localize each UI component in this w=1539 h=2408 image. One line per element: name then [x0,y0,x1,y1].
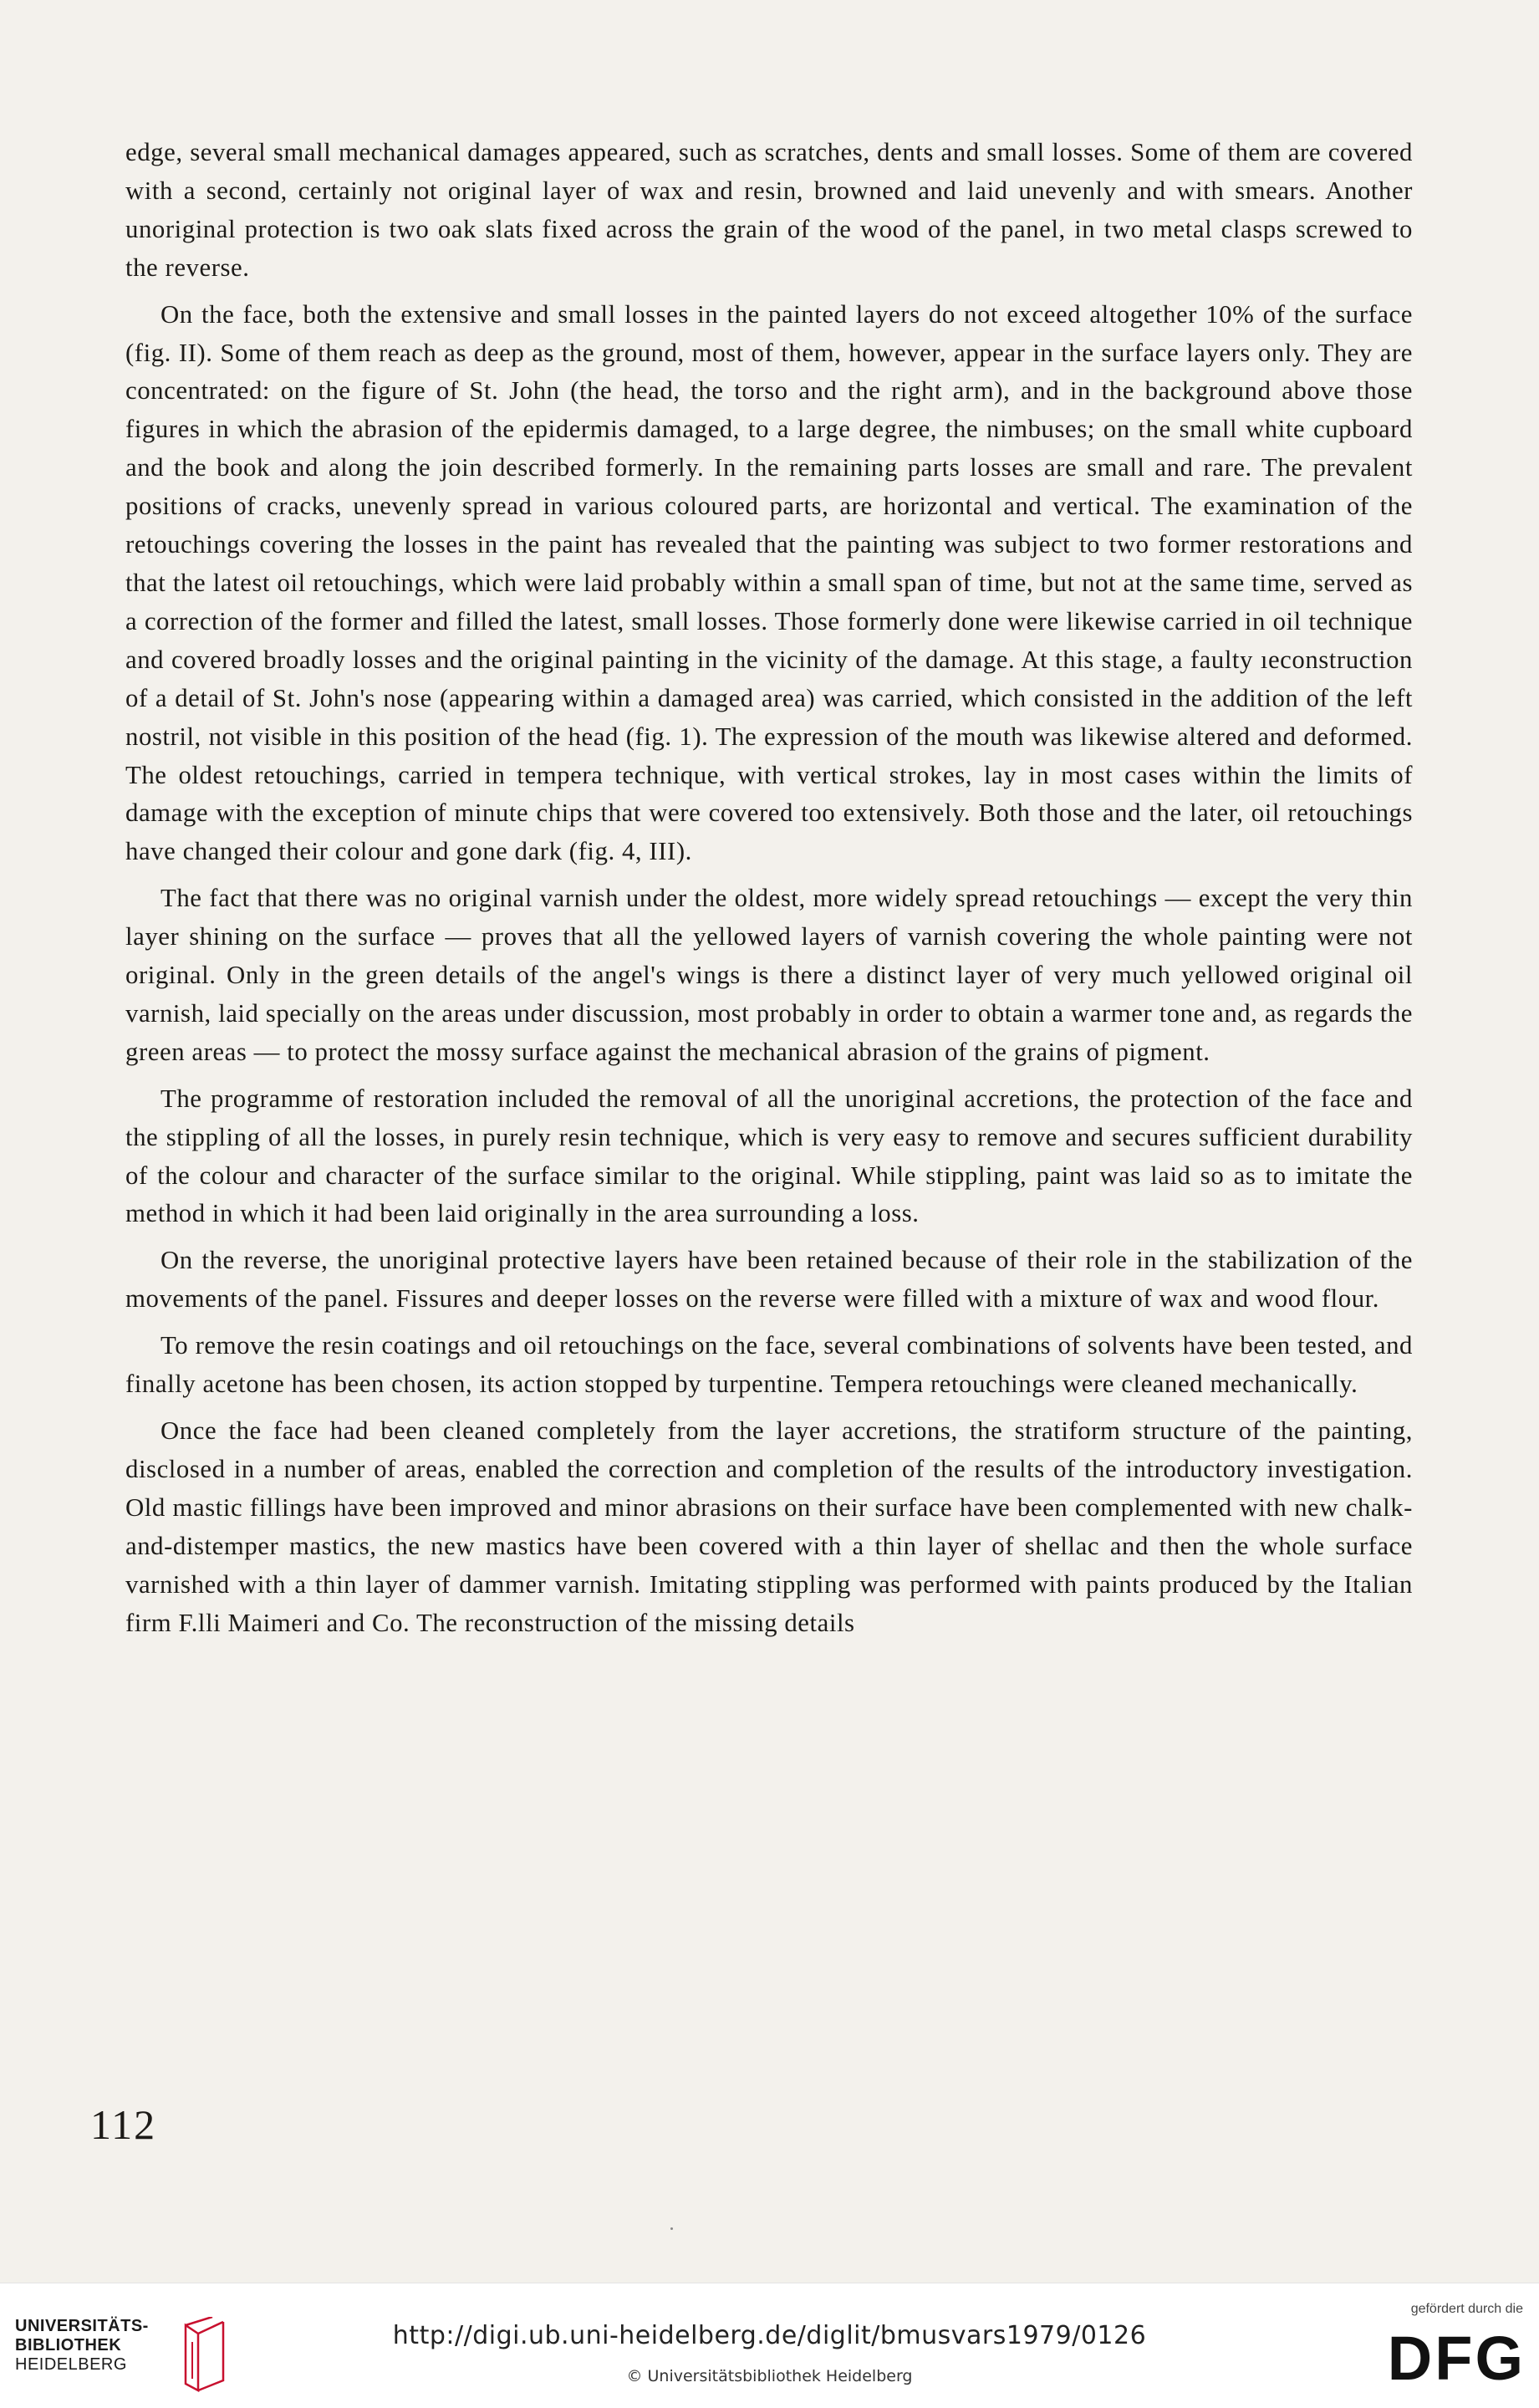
paragraph-5: On the reverse, the unoriginal protective layers have been retained because of their role in the stabilization of the movements of the panel. Fissures and deeper losses on the reverse were filled with a mixture of wax and wood flour. [125,1246,1413,1314]
paragraph-7: Once the face had been cleaned completely from the layer accretions, the stratiform structure of the painting, disclosed in a number of areas, enabled the correction and completion of the results of the introductory investigation. Old mastic fillings have been improved and minor abrasions on their surface have been complemented with new chalk-and-distemper mastics, the new mastics have been covered with a thin layer of shellac and then the whole surface varnished with a thin layer of dammer varnish. Imitating stippling was performed with paints produced by the Italian firm F.lli Maimeri and Co. The reconstruction of the missing details [125,1416,1413,1637]
copyright-notice: © Universitätsbibliothek Heidelberg [626,2367,913,2385]
digitization-footer [0,2283,1539,2408]
page-number: 112 [90,2101,157,2148]
scan-speck [670,2227,673,2230]
dfg-logo: DFG [1387,2324,1526,2393]
funding-note: gefördert durch die [1410,2302,1523,2316]
permalink[interactable]: http://digi.ub.uni-heidelberg.de/diglit/bmusvars1979/0126 [392,2321,1147,2350]
library-name-line3: HEIDELBERG [15,2355,127,2374]
paragraph-6: To remove the resin coatings and oil retouchings on the face, several combinations of solvents have been tested, and finally acetone has been chosen, its action stopped by turpentine. Tempera retouchings were cleaned mechanically. [125,1331,1413,1399]
paragraph-1: edge, several small mechanical damages appeared, such as scratches, dents and small losses. Some of them are covered with a second, certainly not original layer of wax and resin, browned and laid unevenly and with smears. Another unoriginal protection is two oak slats fixed across the grain of the wood of the panel, in two metal clasps screwed to the reverse. [125,138,1413,282]
library-name-line2: BIBLIOTHEK [15,2336,122,2354]
body-text [125,134,1413,1650]
paragraph-2: On the face, both the extensive and small losses in the painted layers do not exceed altogether 10% of the surface (fig. II). Some of them reach as deep as the ground, most of them, however, appear in the surface layers only. They are concentrated: on the figure of St. John (the head, the torso and the right arm), and in the background above those figures in which the abrasion of the epidermis damaged, to a large degree, the nimbuses; on the small white cupboard and the book and along the join described formerly. In the remaining parts losses are small and rare. The prevalent positions of cracks, unevenly spread in various coloured parts, are horizontal and vertical. The examination of the retouchings covering the losses in the paint has revealed that the painting was subject to two former restorations and that the latest oil retouchings, which were laid probably within a small span of time, but not at the same time, served as a correction of the former and filled the latest, small losses. Those formerly done were likewise carried in oil technique and covered broadly losses and the original painting in the vicinity of the damage. At this stage, a faulty ıeconstruction of a detail of St. John's nose (appearing within a damaged area) was carried, which consisted in the addition of the left nostril, not visible in this position of the head (fig. 1). The expression of the mouth was likewise altered and deformed. The oldest retouchings, carried in tempera technique, with vertical strokes, lay in most cases within the limits of damage with the exception of minute chips that were covered too extensively. Both those and the later, oil retouchings have changed their colour and gone dark (fig. 4, III). [125,299,1413,866]
paragraph-4: The programme of restoration included the removal of all the unoriginal accretions, the protection of the face and the stippling of all the losses, in purely resin technique, which is very easy to remove and secures sufficient durability of the colour and character of the surface similar to the original. While stippling, paint was laid so as to imitate the method in which it had been laid originally in the area surrounding a loss. [125,1084,1413,1228]
funder-block [1354,2302,1530,2402]
library-name-line1: UNIVERSITÄTS- [15,2317,149,2335]
paragraph-3: The fact that there was no original varnish under the oldest, more widely spread retouchings — except the very thin layer shining on the surface — proves that all the yellowed layers of varnish covering the whole painting were not original. Only in the green details of the angel's wings is there a distinct layer of very much yellowed original oil varnish, laid specially on the areas under discussion, most probably in order to obtain a warmer tone and, as regards the green areas — to protect the mossy surface against the mechanical abrasion of the grains of pigment. [125,884,1413,1066]
